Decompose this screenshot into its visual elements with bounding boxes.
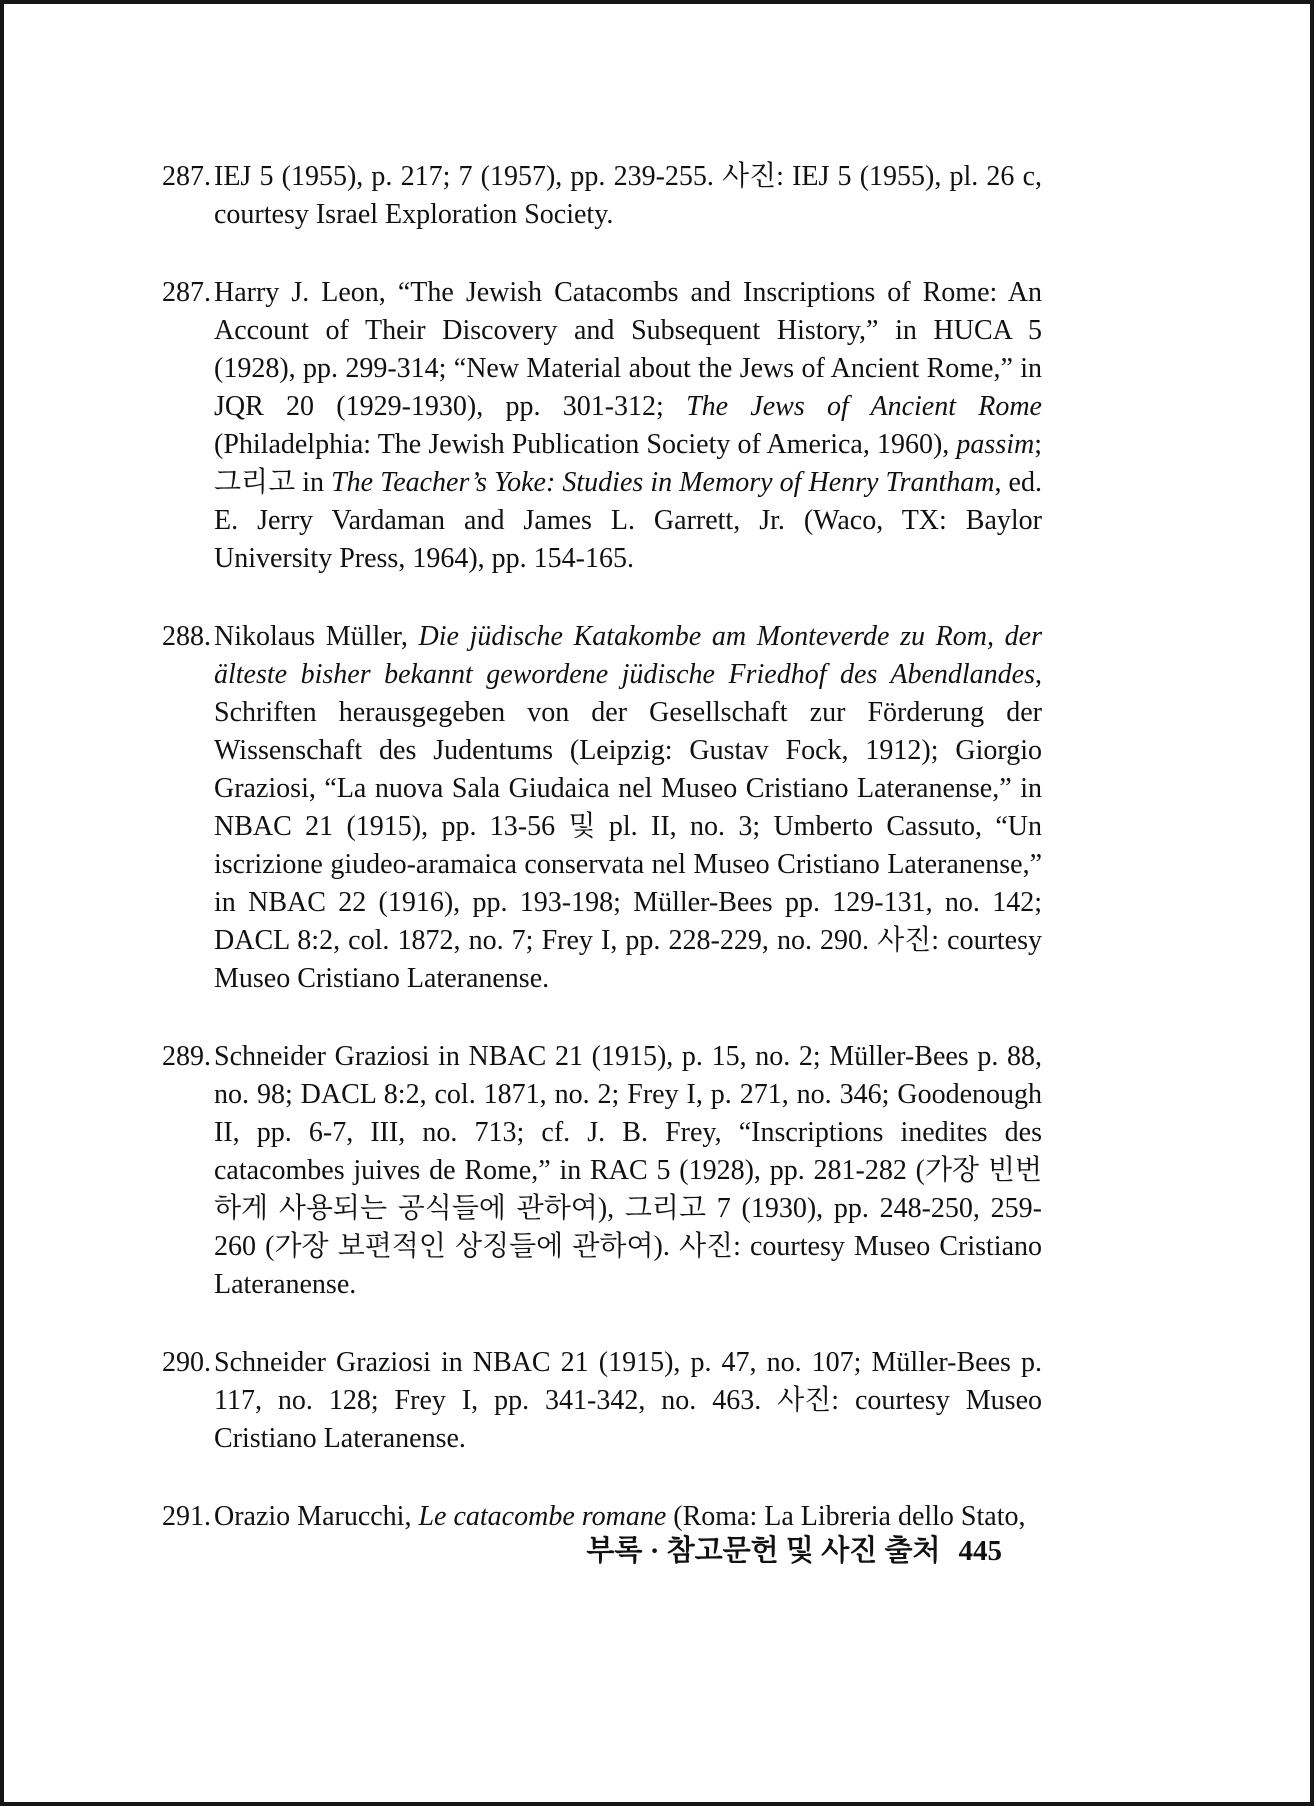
text-segment: The Teacher’s Yoke: Studies in Memory of Henry Trantham xyxy=(331,467,995,498)
note-number: 287. xyxy=(162,161,211,192)
text-segment: (Roma: La Libreria dello Stato, xyxy=(666,1501,1026,1532)
note-text xyxy=(214,1041,1042,1300)
note-number: 287. xyxy=(162,277,211,308)
note-entry xyxy=(162,274,1042,578)
note-entry xyxy=(162,1344,1042,1458)
text-segment: , ed. E. Jerry Vardaman and James L. Garrett, Jr. (Waco, TX: Baylor University Press, 1964), pp. 154-165. xyxy=(214,467,1042,574)
text-segment: Die jüdische Katakombe am Monteverde zu Rom, der älteste bisher bekannt gewordene jüdische Friedhof des Abendlandes xyxy=(214,621,1042,690)
note-text xyxy=(214,1501,1026,1532)
note-number: 291. xyxy=(162,1501,211,1532)
note-text xyxy=(214,621,1042,994)
note-text xyxy=(214,277,1042,574)
note-entry xyxy=(162,1498,1042,1536)
text-segment: Le catacombe romane xyxy=(418,1501,667,1532)
note-number: 289. xyxy=(162,1041,211,1072)
text-segment: The Jews of Ancient Rome xyxy=(686,391,1042,422)
note-entry xyxy=(162,1038,1042,1304)
note-entry xyxy=(162,618,1042,998)
footer-section-title: 부록 · 참고문헌 및 사진 출처 xyxy=(586,1535,941,1567)
page-footer xyxy=(586,1532,1002,1570)
text-segment: Orazio Marucchi, xyxy=(214,1501,419,1532)
text-segment: (Philadelphia: The Jewish Publication Society of America, 1960), xyxy=(214,429,957,460)
note-number: 288. xyxy=(162,621,211,652)
text-segment: ; 그리고 in xyxy=(214,429,1042,498)
note-number: 290. xyxy=(162,1347,211,1378)
note-text xyxy=(214,161,1042,230)
text-segment: passim xyxy=(956,429,1035,460)
text-segment: Schneider Graziosi in NBAC 21 (1915), p. 47, no. 107; Müller-Bees p. 117, no. 128; Frey I, pp. 341-342, no. 463. 사진: courtesy Museo Cristiano Lateranense. xyxy=(214,1347,1042,1454)
notes-list xyxy=(162,158,1042,1576)
text-segment: Nikolaus Müller, xyxy=(214,621,419,652)
text-segment: , Schriften herausgegeben von der Gesellschaft zur Förderung der Wissenschaft des Judentums (Leipzig: Gustav Fock, 1912); Giorgio Graziosi, “La nuova Sala Giudaica nel Museo Cristiano Lateranense,” in NBAC 21 (1915), pp. 13-56 및 pl. II, no. 3; Umberto Cassuto, “Un iscrizione giudeo-aramaica conservata nel Museo Cristiano Lateranense,” in NBAC 22 (1916), pp. 193-198; Müller-Bees pp. 129-131, no. 142; DACL 8:2, col. 1872, no. 7; Frey I, pp. 228-229, no. 290. 사진: courtesy Museo Cristiano Lateranense. xyxy=(214,659,1042,994)
note-entry xyxy=(162,158,1042,234)
page-number: 445 xyxy=(958,1535,1002,1567)
text-segment: Schneider Graziosi in NBAC 21 (1915), p. 15, no. 2; Müller-Bees p. 88, no. 98; DACL 8:2, col. 1871, no. 2; Frey I, p. 271, no. 346; Goodenough II, pp. 6-7, III, no. 713; cf. J. B. Frey, “Inscriptions inedites des catacombes juives de Rome,” in RAC 5 (1928), pp. 281-282 (가장 빈번하게 사용되는 공식들에 관하여), 그리고 7 (1930), pp. 248-250, 259-260 (가장 보편적인 상징들에 관하여). 사진: courtesy Museo Cristiano Lateranense. xyxy=(214,1041,1042,1300)
note-text xyxy=(214,1347,1042,1454)
text-segment: Harry J. Leon, “The Jewish Catacombs and Inscriptions of Rome: An Account of Their Discovery and Subsequent History,” in HUCA 5 (1928), pp. 299-314; “New Material about the Jews of Ancient Rome,” in JQR 20 (1929-1930), pp. 301-312; xyxy=(214,277,1042,422)
text-segment: IEJ 5 (1955), p. 217; 7 (1957), pp. 239-255. 사진: IEJ 5 (1955), pl. 26 c, courtesy Israel Exploration Society. xyxy=(214,161,1042,230)
